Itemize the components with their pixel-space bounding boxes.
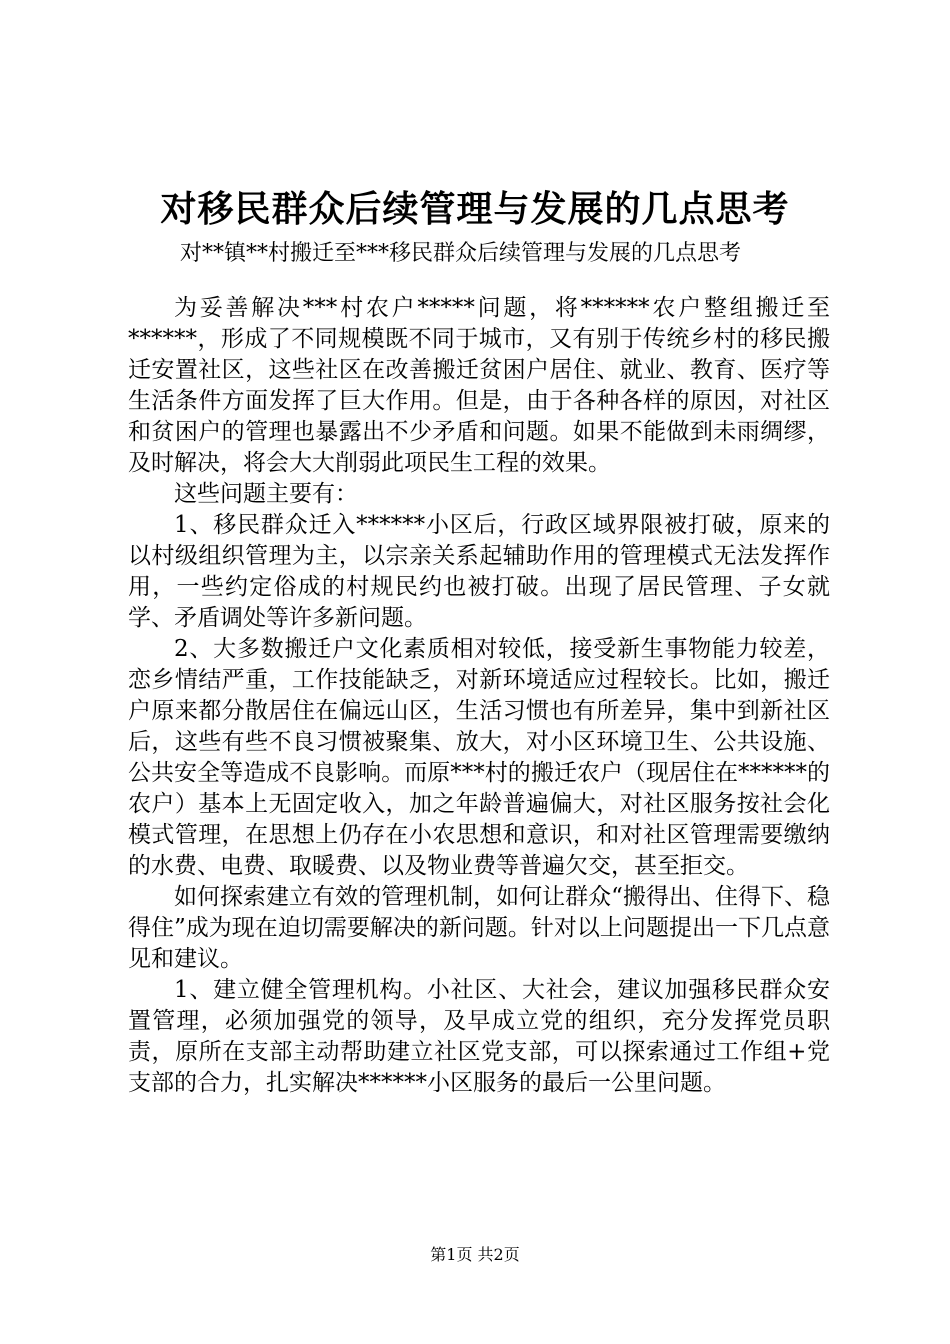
document-body <box>128 293 830 1099</box>
paragraph-problem-1: 1、移民群众迁入******小区后，行政区域界限被打破，原来的以村级组织管理为主，以宗亲关系起辅助作用的管理模式无法发挥作用，一些约定俗成的村规民约也被打破。出现了居民管理、子女就学、矛盾调处等许多新问题。 <box>128 512 830 631</box>
page-subtitle: 对**镇**村搬迁至***移民群众后续管理与发展的几点思考 <box>180 241 742 266</box>
paragraph-question: 如何探索建立有效的管理机制，如何让群众“搬得出、住得下、稳得住”成为现在迫切需要解决的新问题。针对以上问题提出一下几点意见和建议。 <box>128 884 830 972</box>
paragraph-intro: 为妥善解决***村农户*****问题，将******农户整组搬迁至******，形成了不同规模既不同于城市，又有别于传统乡村的移民搬迁安置社区，这些社区在改善搬迁贫困户居住、就业、教育、医疗等生活条件方面发挥了巨大作用。但是，由于各种各样的原因，对社区和贫困户的管理也暴露出不少矛盾和问题。如果不能做到未雨绸缪，及时解决，将会大大削弱此项民生工程的效果。 <box>128 295 830 476</box>
page-number-footer: 第1页 共2页 <box>430 1245 520 1264</box>
paragraph-problem-2: 2、大多数搬迁户文化素质相对较低，接受新生事物能力较差，恋乡情结严重，工作技能缺乏，对新环境适应过程较长。比如，搬迁户原来都分散居住在偏远山区，生活习惯也有所差异，集中到新社区后，这些有些不良习惯被聚集、放大，对小区环境卫生、公共设施、公共安全等造成不良影响。而原***村的搬迁农户（现居住在******的农户）基本上无固定收入，加之年龄普遍偏大，对社区服务按社会化模式管理，在思想上仍存在小农思想和意识，和对社区管理需要缴纳的水费、电费、取暖费、以及物业费等普遍欠交，甚至拒交。 <box>128 636 830 879</box>
paragraph-problems-heading: 这些问题主要有： <box>174 481 358 507</box>
page-title: 对移民群众后续管理与发展的几点思考 <box>160 188 790 230</box>
paragraph-suggestion-1: 1、建立健全管理机构。小社区、大社会，建议加强移民群众安置管理，必须加强党的领导，及早成立党的组织，充分发挥党员职责，原所在支部主动帮助建立社区党支部，可以探索通过工作组+党支部的合力，扎实解决******小区服务的最后一公里问题。 <box>128 977 830 1096</box>
